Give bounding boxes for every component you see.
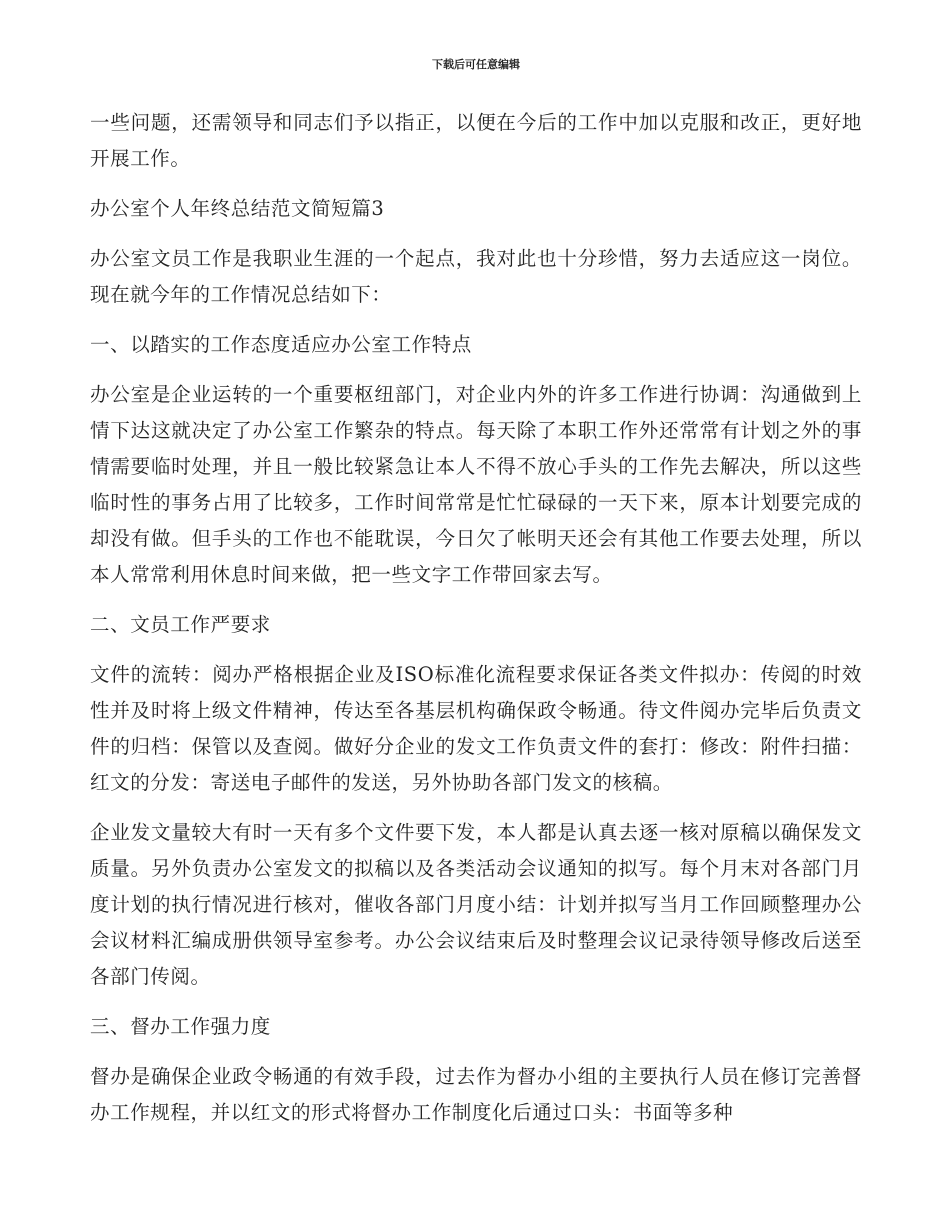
paragraph: 办公室是企业运转的一个重要枢纽部门，对企业内外的许多工作进行协调：沟通做到上情下达这就决定了办公室工作繁杂的特点。每天除了本职工作外还常常有计划之外的事情需要临时处理，并且一般比较紧急让本人不得不放心手头的工作先去解决，所以这些临时性的事务占用了比较多，工作时间常常是忙忙碌碌的一天下来，原本计划要完成的却没有做。但手头的工作也不能耽误，今日欠了帐明天还会有其他工作要去处理，所以本人常常利用休息时间来做，把一些文字工作带回家去写。 bbox=[90, 383, 862, 586]
section-heading: 一、以踏实的工作态度适应办公室工作特点 bbox=[90, 333, 472, 356]
page-header: 下载后可任意编辑 bbox=[432, 58, 520, 71]
paragraph: 办公室文员工作是我职业生涯的一个起点，我对此也十分珍惜，努力去适应这一岗位。现在就今年的工作情况总结如下： bbox=[90, 247, 862, 306]
document-body bbox=[90, 105, 862, 1131]
paragraph: 督办是确保企业政令畅通的有效手段，过去作为督办小组的主要执行人员在修订完善督办工作规程，并以红文的形式将督办工作制度化后通过口头：书面等多种 bbox=[90, 1065, 862, 1124]
section-title: 办公室个人年终总结范文简短篇3 bbox=[90, 197, 385, 220]
paragraph: 企业发文量较大有时一天有多个文件要下发，本人都是认真去逐一核对原稿以确保发文质量。另外负责办公室发文的拟稿以及各类活动会议通知的拟写。每个月末对各部门月度计划的执行情况进行核对，催收各部门月度小结：计划并拟写当月工作回顾整理办公会议材料汇编成册供领导室参考。办公会议结束后及时整理会议记录待领导修改后送至各部门传阅。 bbox=[90, 821, 862, 988]
paragraph: 文件的流转：阅办严格根据企业及ISO标准化流程要求保证各类文件拟办：传阅的时效性并及时将上级文件精神，传达至各基层机构确保政令畅通。待文件阅办完毕后负责文件的归档：保管以及查阅。做好分企业的发文工作负责文件的套打：修改：附件扫描：红文的分发：寄送电子邮件的发送，另外协助各部门发文的核稿。 bbox=[90, 663, 862, 794]
paragraph: 一些问题，还需领导和同志们予以指正，以便在今后的工作中加以克服和改正，更好地开展工作。 bbox=[90, 111, 862, 170]
section-heading: 三、督办工作强力度 bbox=[90, 1015, 271, 1038]
section-heading: 二、文员工作严要求 bbox=[90, 613, 271, 636]
